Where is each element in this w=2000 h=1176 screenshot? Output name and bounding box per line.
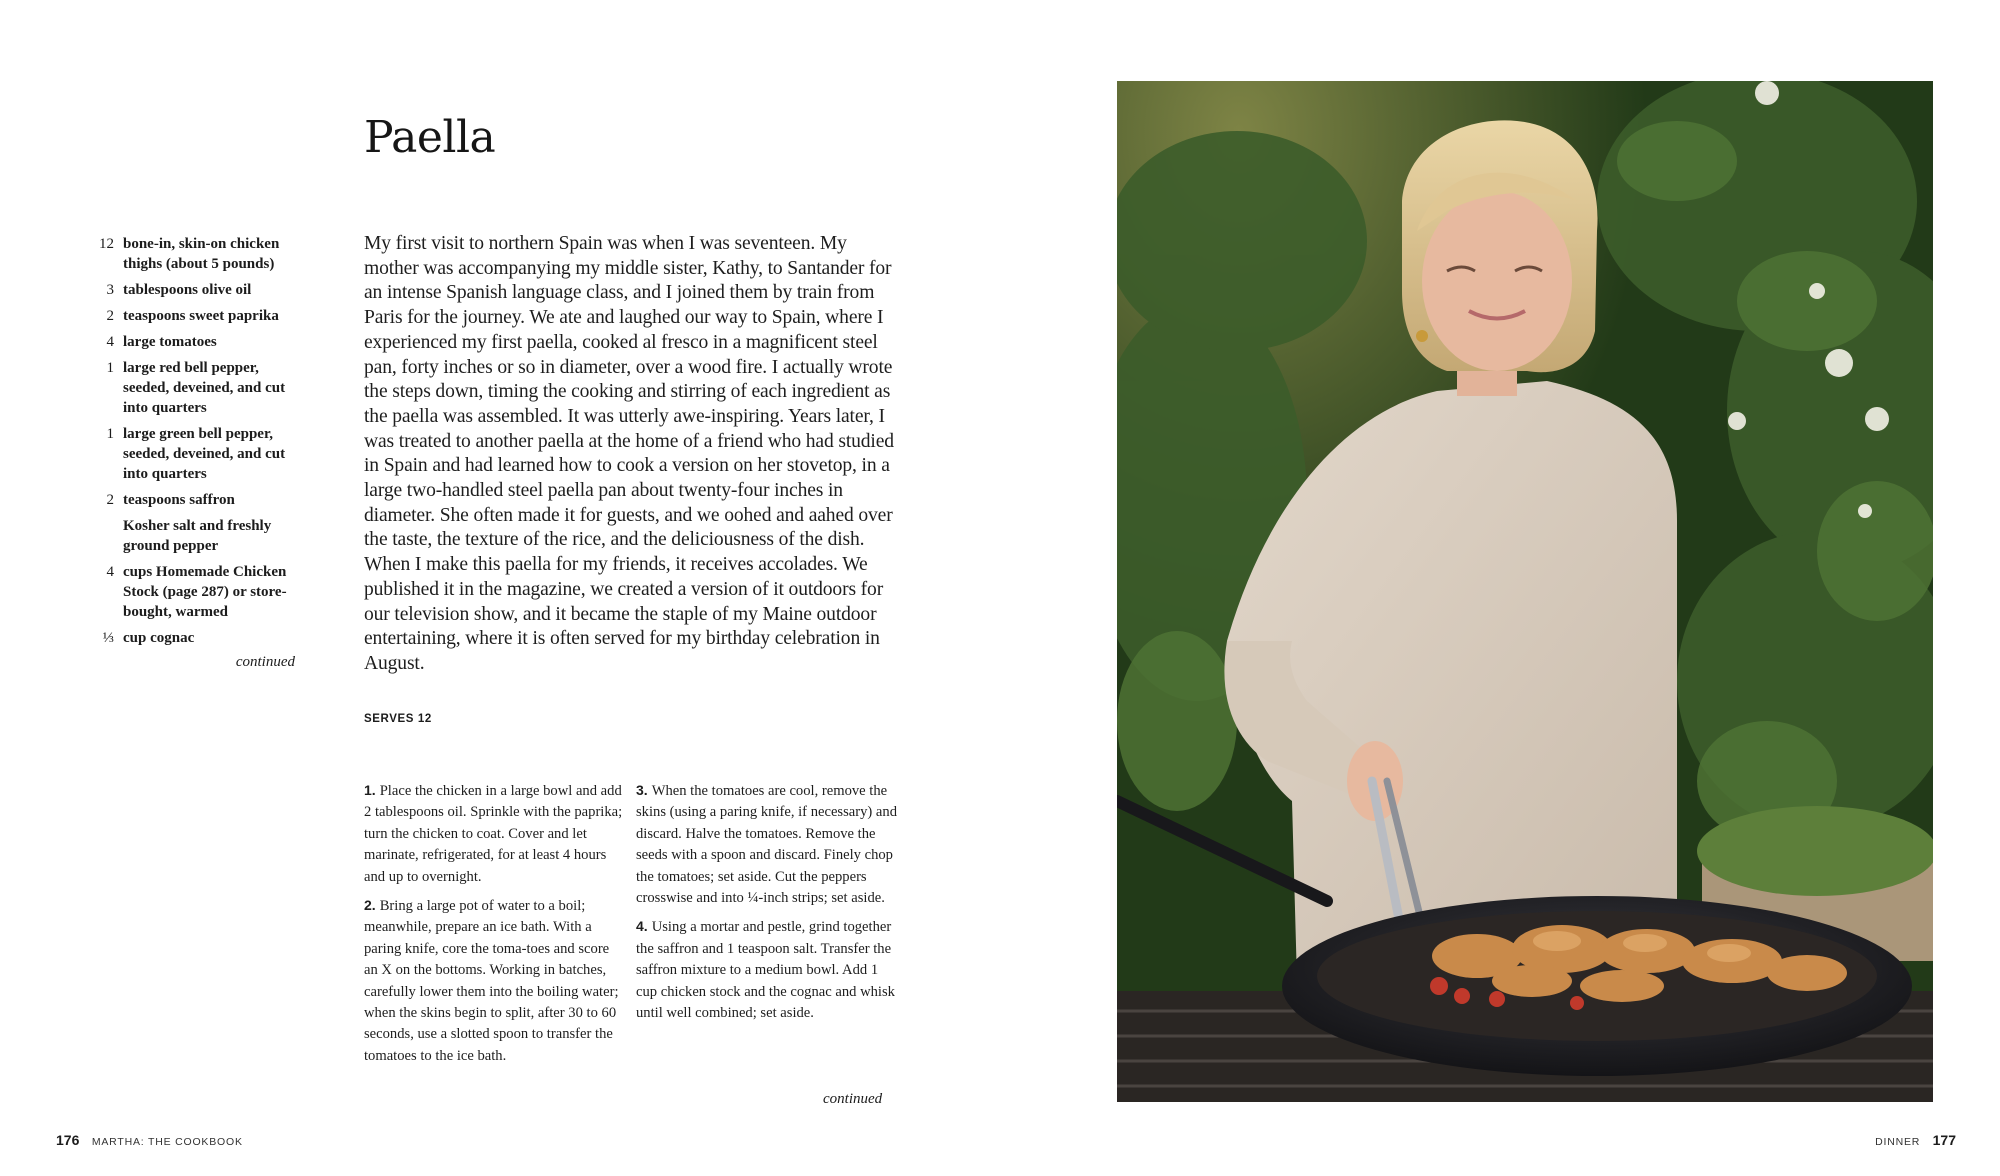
running-title-left: MARTHA: THE COOKBOOK xyxy=(91,1136,243,1148)
ingredient-quantity: 1 xyxy=(106,426,114,442)
ingredient-item xyxy=(94,280,304,300)
page-number-right: 177 xyxy=(1932,1132,1956,1148)
recipe-photo xyxy=(1117,81,1933,1102)
step-number: 4. xyxy=(636,918,648,935)
step-text: Bring a large pot of water to a boil; meanwhile, prepare an ice bath. With a paring knife, core the toma-toes and score an X on the bottoms. Working in batches, carefully lower them into the boiling water; when the skins begin to split, after 30 to 60 seconds, use a slotted spoon to transfer the tomatoes to the ice bath. xyxy=(364,898,619,1064)
ingredient-quantity: 4 xyxy=(106,334,114,350)
ingredient-quantity: 3 xyxy=(106,282,114,298)
step-text: Using a mortar and pestle, grind together the saffron and 1 teaspoon salt. Transfer the saffron mixture to a medium bowl. Add 1 cup chicken stock and the cognac and whisk until well combined; set aside. xyxy=(636,919,895,1022)
step-number: 3. xyxy=(636,782,648,798)
left-page-footer xyxy=(56,1132,243,1150)
ingredients-list xyxy=(94,234,304,671)
running-title-right: DINNER xyxy=(1875,1136,1921,1148)
method-step xyxy=(364,780,626,888)
ingredient-item xyxy=(94,490,304,510)
ingredient-text: cups Homemade Chicken Stock (page 287) or store-bought, warmed xyxy=(123,564,287,620)
steps-continued-note: continued xyxy=(823,1091,883,1107)
method-step xyxy=(636,780,898,909)
ingredient-item xyxy=(94,306,304,326)
ingredient-text: Kosher salt and freshly ground pepper xyxy=(123,518,272,554)
recipe-title: Paella xyxy=(364,112,496,163)
ingredient-text: cup cognac xyxy=(123,630,195,646)
ingredient-text: teaspoons saffron xyxy=(123,492,235,508)
ingredient-item xyxy=(94,424,304,484)
ingredient-text: large tomatoes xyxy=(123,334,217,350)
step-text: Place the chicken in a large bowl and add 2 tablespoons oil. Sprinkle with the paprika; turn the chicken to coat. Cover and let marinate, refrigerated, for at least 4 hours and up to overnight. xyxy=(364,783,623,885)
serves-label: SERVES 12 xyxy=(364,713,432,725)
method-step xyxy=(364,895,626,1067)
ingredient-quantity: 12 xyxy=(99,236,114,252)
ingredient-quantity: 2 xyxy=(106,492,114,508)
ingredient-text: large red bell pepper, seeded, deveined, and cut into quarters xyxy=(123,360,286,416)
ingredient-quantity xyxy=(94,516,114,556)
steps-column-right xyxy=(636,780,898,1031)
ingredients-continued-note: continued xyxy=(235,654,295,670)
steps-column-left xyxy=(364,780,626,1074)
ingredient-item xyxy=(94,628,304,648)
step-number: 1. xyxy=(364,782,376,798)
ingredient-text: tablespoons olive oil xyxy=(123,282,252,298)
step-text: When the tomatoes are cool, remove the skins (using a paring knife, if necessary) and discard. Halve the tomatoes. Remove the seeds with a spoon and discard. Finely chop the tomatoes; set aside. Cut the peppers crosswise and into ¼-inch strips; set aside. xyxy=(636,783,897,907)
ingredient-item xyxy=(94,358,304,418)
method-step xyxy=(636,916,898,1024)
ingredient-text: teaspoons sweet paprika xyxy=(123,308,279,324)
ingredient-item xyxy=(94,234,304,274)
page-number-left: 176 xyxy=(56,1132,80,1148)
ingredient-text: large green bell pepper, seeded, deveined, and cut into quarters xyxy=(123,426,286,482)
ingredient-quantity: 1 xyxy=(106,360,114,376)
recipe-intro: My first visit to northern Spain was when I was seventeen. My mother was accompanying my middle sister, Kathy, to Santander for an intense Spanish language class, and I joined them by train from Paris for the journey. We ate and laughed our way to Spain, where I experienced my first paella, cooked al fresco in a magnificent steel pan, forty inches or so in diameter, over a wood fire. I actually wrote the steps down, timing the cooking and stirring of each ingredient as the paella was assembled. It was utterly awe-inspiring. Years later, I was treated to another paella at the home of a friend who had studied in Spain and had learned how to cook a version on her stovetop, in a large two-handled steel paella pan about twenty-four inches in diameter. She often made it for guests, and we oohed and aahed over the taste, the texture of the rice, and the deliciousness of the dish. When I make this paella for my friends, it receives accolades. We published it in the magazine, we created a version of it outdoors for our television show, and it became the staple of my Maine outdoor entertaining, where it is often served for my birthday celebration in August. xyxy=(364,233,894,674)
ingredient-text: bone-in, skin-on chicken thighs (about 5 pounds) xyxy=(123,236,280,272)
paella-cooking-illustration xyxy=(1117,81,1933,1102)
ingredient-quantity: 2 xyxy=(106,308,114,324)
ingredient-item xyxy=(94,562,304,622)
ingredient-quantity: ⅓ xyxy=(102,630,114,646)
right-page-footer xyxy=(1875,1132,1956,1150)
ingredient-quantity: 4 xyxy=(106,564,114,580)
ingredient-item xyxy=(94,516,304,556)
ingredient-item xyxy=(94,332,304,352)
step-number: 2. xyxy=(364,897,376,914)
